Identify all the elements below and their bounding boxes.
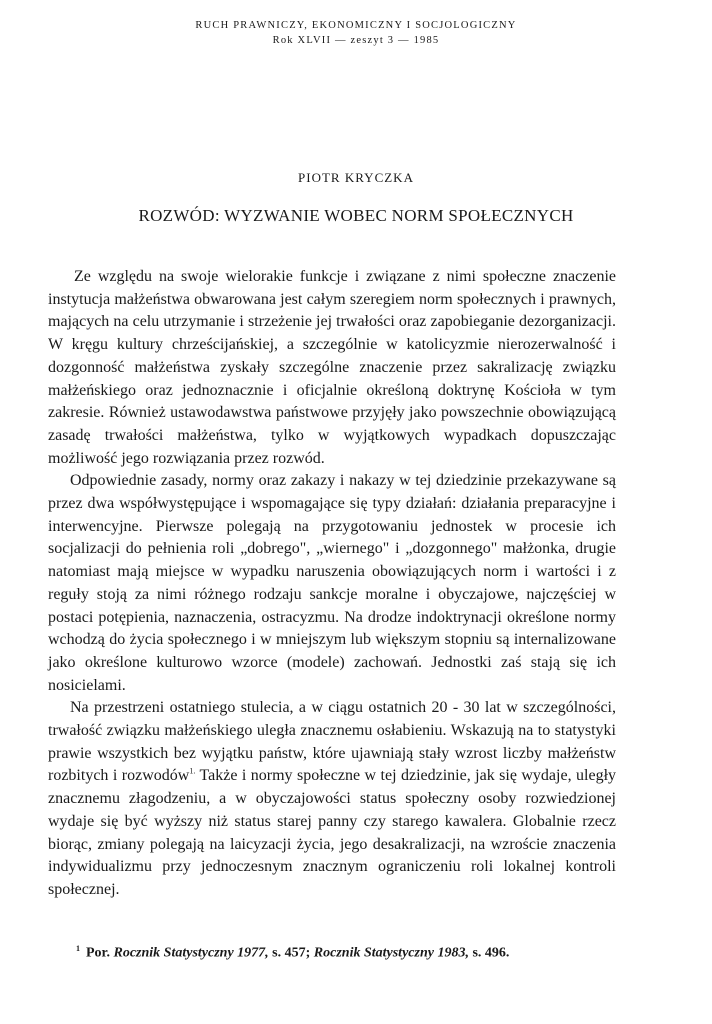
paragraph: Ze względu na swoje wielorakie funkcje i związane z nimi społeczne znaczenie instytucja małżeństwa obwarowana jest całym szeregiem norm społecznych i prawnych, mających na celu utrzymanie i strzeżenie jej trwałości oraz zapobieganie dezorganizacji. W kręgu kultury chrześcijańskiej, a szczególnie w katolicyzmie nierozerwalność i dozgonność małżeństwa zyskały szczególne znaczenie przez sakralizację związku małżeńskiego oraz jednoznacznie i oficjalnie określoną doktrynę Kościoła w tym zakresie. Również ustawodawstwa państwowe przyjęły jako powszechnie obowiązującą zasadę trwałości małżeństwa, tylko w wyjątkowych wypadkach dopuszczając możliwość jego rozwiązania przez rozwód. (48, 268, 616, 467)
footnote-source: Rocznik Statystyczny 1977, (113, 945, 269, 961)
paragraph-text: Na przestrzeni ostatniego stulecia, a w ciągu ostatnich 20 - 30 lat w szczególności, trwałość związku małżeńskiego uległa znacznemu osłabieniu. Wskazują na to statystyki prawie wszystkich bez wyjątku państw, które ujawniają stały wzrost liczby małżeństw rozbitych i rozwodów (48, 699, 616, 785)
footnote-prefix: Por. (86, 945, 110, 961)
footnote (76, 944, 616, 962)
paragraph (48, 697, 616, 901)
footnote-page: s. 496. (472, 945, 510, 961)
footnote-source: Rocznik Statystyczny 1983, (313, 945, 469, 961)
paragraph-text: Odpowiednie zasady, normy oraz zakazy i nakazy w tej dziedzinie przekazywane są przez dwa współwystępujące i wspomagające się typy działań: działania preparacyjne i interwencyjne. Pierwsze polegają na przygotowaniu jednostek w procesie ich socjalizacji do pełnienia roli „dobrego", „wiernego" i „dozgonnego" małżonka, drugie natomiast mają miejsce w wypadku naruszenia obowiązujących norm i wartości i z reguły stoją za nimi różnego rodzaju sankcje moralne i obyczajowe, najczęściej w postaci potępienia, naznaczenia, ostracyzmu. Na drodze indoktrynacji określone normy wchodzą do życia społecznego i w mniejszym lub większym stopniu są internalizowane jako określone kulturowo wzorce (modele) zachowań. Jednostki zaś stają się ich nosicielami. (48, 472, 616, 694)
paragraph-text: Także i normy społeczne w tej dziedzinie, jak się wydaje, uległy znacznemu złagodzeniu, a w obyczajowości status społeczny osoby rozwiedzionej wydaje się być wyższy niż status starej panny czy starego kawalera. Globalnie rzecz biorąc, zmiany polegają na laicyzacji życia, jego desakralizacji, na wzroście znaczenia indywidualizmu przy jednoczesnym znacznym ograniczeniu roli lokalnej kontroli społecznej. (48, 767, 617, 898)
journal-header (0, 18, 712, 48)
author-name: PIOTR KRYCZKA (298, 170, 414, 185)
article-body (48, 266, 616, 902)
footnote-reference[interactable]: 1. (189, 767, 196, 777)
article-title: ROZWÓD: WYZWANIE WOBEC NORM SPOŁECZNYCH (138, 206, 574, 225)
paragraph (48, 470, 616, 697)
footnote-page: s. 457; (272, 945, 311, 961)
journal-name: RUCH PRAWNICZY, EKONOMICZNY I SOCJOLOGICZNY (195, 20, 517, 31)
footnote-number: 1 (76, 944, 80, 953)
journal-issue: Rok XLVII — zeszyt 3 — 1985 (272, 35, 440, 46)
